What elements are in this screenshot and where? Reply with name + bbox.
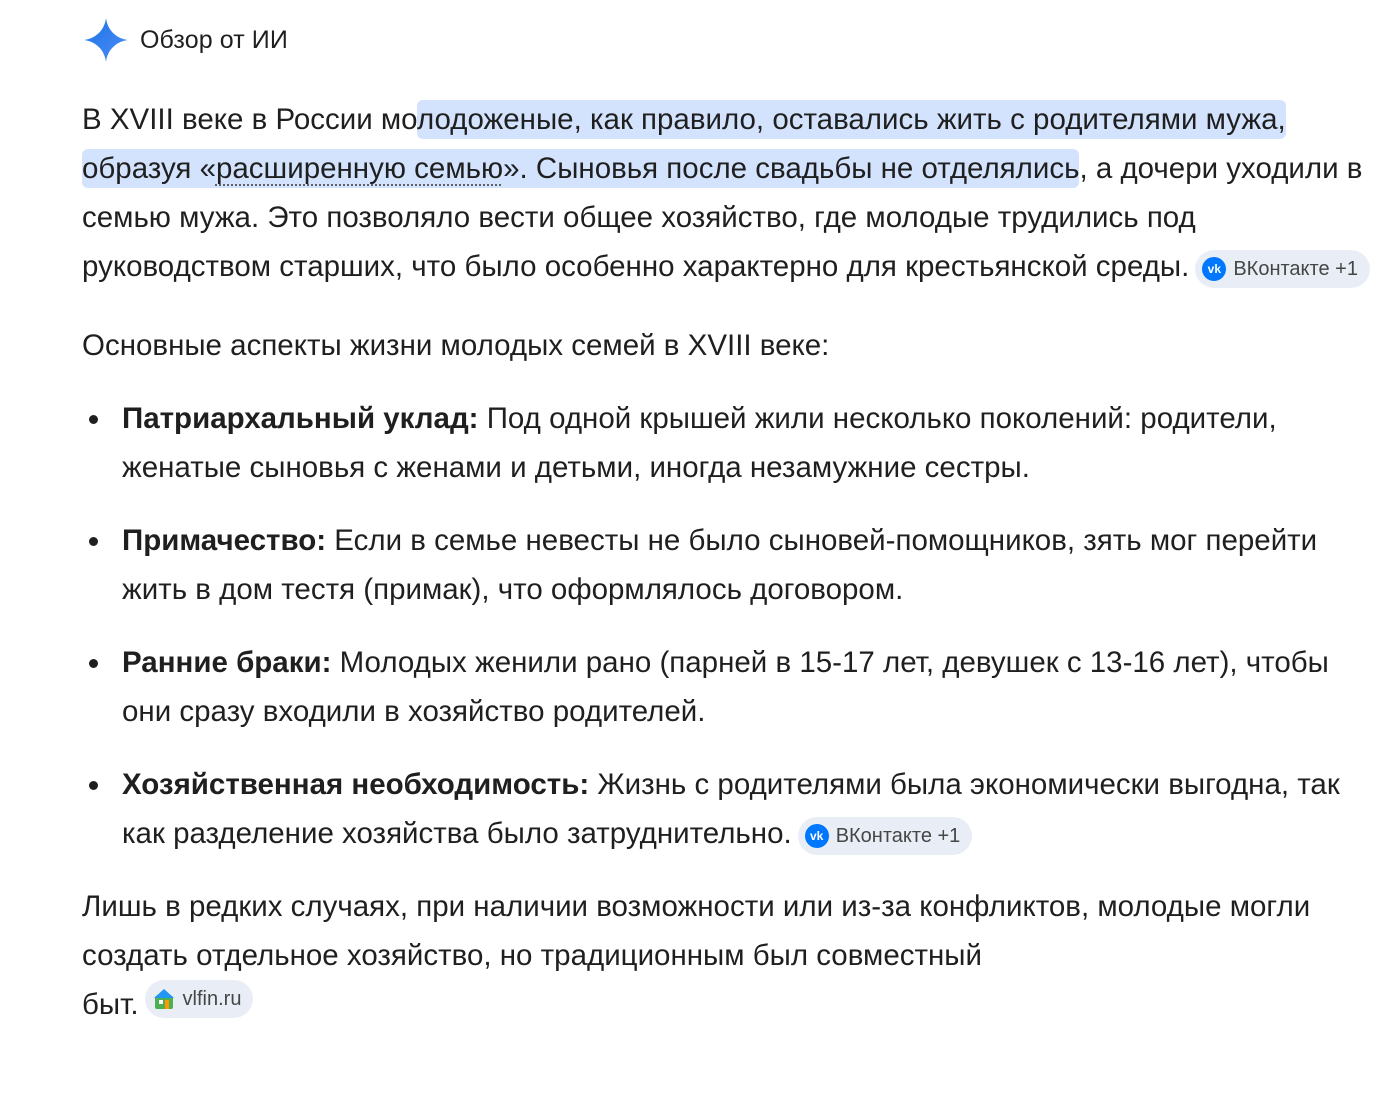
list-item-early-marriage [122, 638, 1372, 736]
source-chip-vlfin[interactable] [145, 980, 254, 1018]
intro-paragraph [82, 95, 1372, 291]
vlfin-house-icon [152, 987, 176, 1011]
list-item-primachestvo [122, 516, 1372, 614]
source-chip-label: ВКонтакте +1 [835, 825, 961, 847]
vk-icon: vk [1202, 257, 1226, 281]
gemini-sparkle-icon [82, 16, 130, 64]
conclusion-line1: Лишь в редких случаях, при наличии возможности или из-за конфликтов, молодые могли создать отдельное хозяйство, но традиционным был совместный [82, 890, 1311, 972]
ai-overview-title: Обзор от ИИ [140, 25, 288, 54]
list-item-title: Патриархальный уклад: [122, 402, 479, 435]
highlight-part-b: ». Сыновья после свадьбы не отделялись [503, 152, 1080, 185]
aspects-list [82, 394, 1372, 858]
intro-end: , а дочери уходили в семью мужа. Это позволяло вести общее хозяйство, где молодые трудились под руководством старших, что было особенно характерно для крестьянской среды. [82, 152, 1363, 283]
conclusion-paragraph [82, 882, 1372, 1029]
source-chip-vk[interactable] [798, 817, 973, 855]
source-chip-label: vlfin.ru [182, 988, 242, 1010]
highlight-part-a: лодоженые, как правило, оставались жить с родителями мужа, образуя « [82, 103, 1286, 185]
aspects-heading: Основные аспекты жизни молодых семей в XVIII веке: [82, 329, 830, 362]
list-item-text: Под одной крышей жили несколько поколений: родители, женатые сыновья с женами и детьми, иногда незамужние сестры. [122, 402, 1277, 484]
ai-overview-content [82, 95, 1372, 1029]
list-item-text: Если в семье невесты не было сыновей-помощников, зять мог перейти жить в дом тестя (примак), что оформлялось договором. [122, 524, 1318, 606]
list-item-text: Молодых женили рано (парней в 15-17 лет, девушек с 13-16 лет), чтобы они сразу входили в хозяйство родителей. [122, 646, 1329, 728]
term-link[interactable]: расширенную семью [215, 152, 504, 185]
list-item-title: Хозяйственная необходимость: [122, 768, 590, 801]
source-chip-vk[interactable] [1195, 250, 1370, 288]
vk-icon: vk [805, 824, 829, 848]
intro-start: В XVIII веке в России мо [82, 103, 417, 136]
list-item-title: Ранние браки: [122, 646, 332, 679]
list-item-economic-necessity [122, 760, 1372, 858]
list-item-patriarchal [122, 394, 1372, 492]
ai-overview-header [82, 14, 288, 66]
source-chip-label: ВКонтакте +1 [1233, 258, 1358, 280]
conclusion-line2: быт. [82, 988, 139, 1021]
list-item-title: Примачество: [122, 524, 327, 557]
list-item-text: Жизнь с родителями была экономически выгодна, так как разделение хозяйства было затруднительно. [122, 768, 1340, 850]
